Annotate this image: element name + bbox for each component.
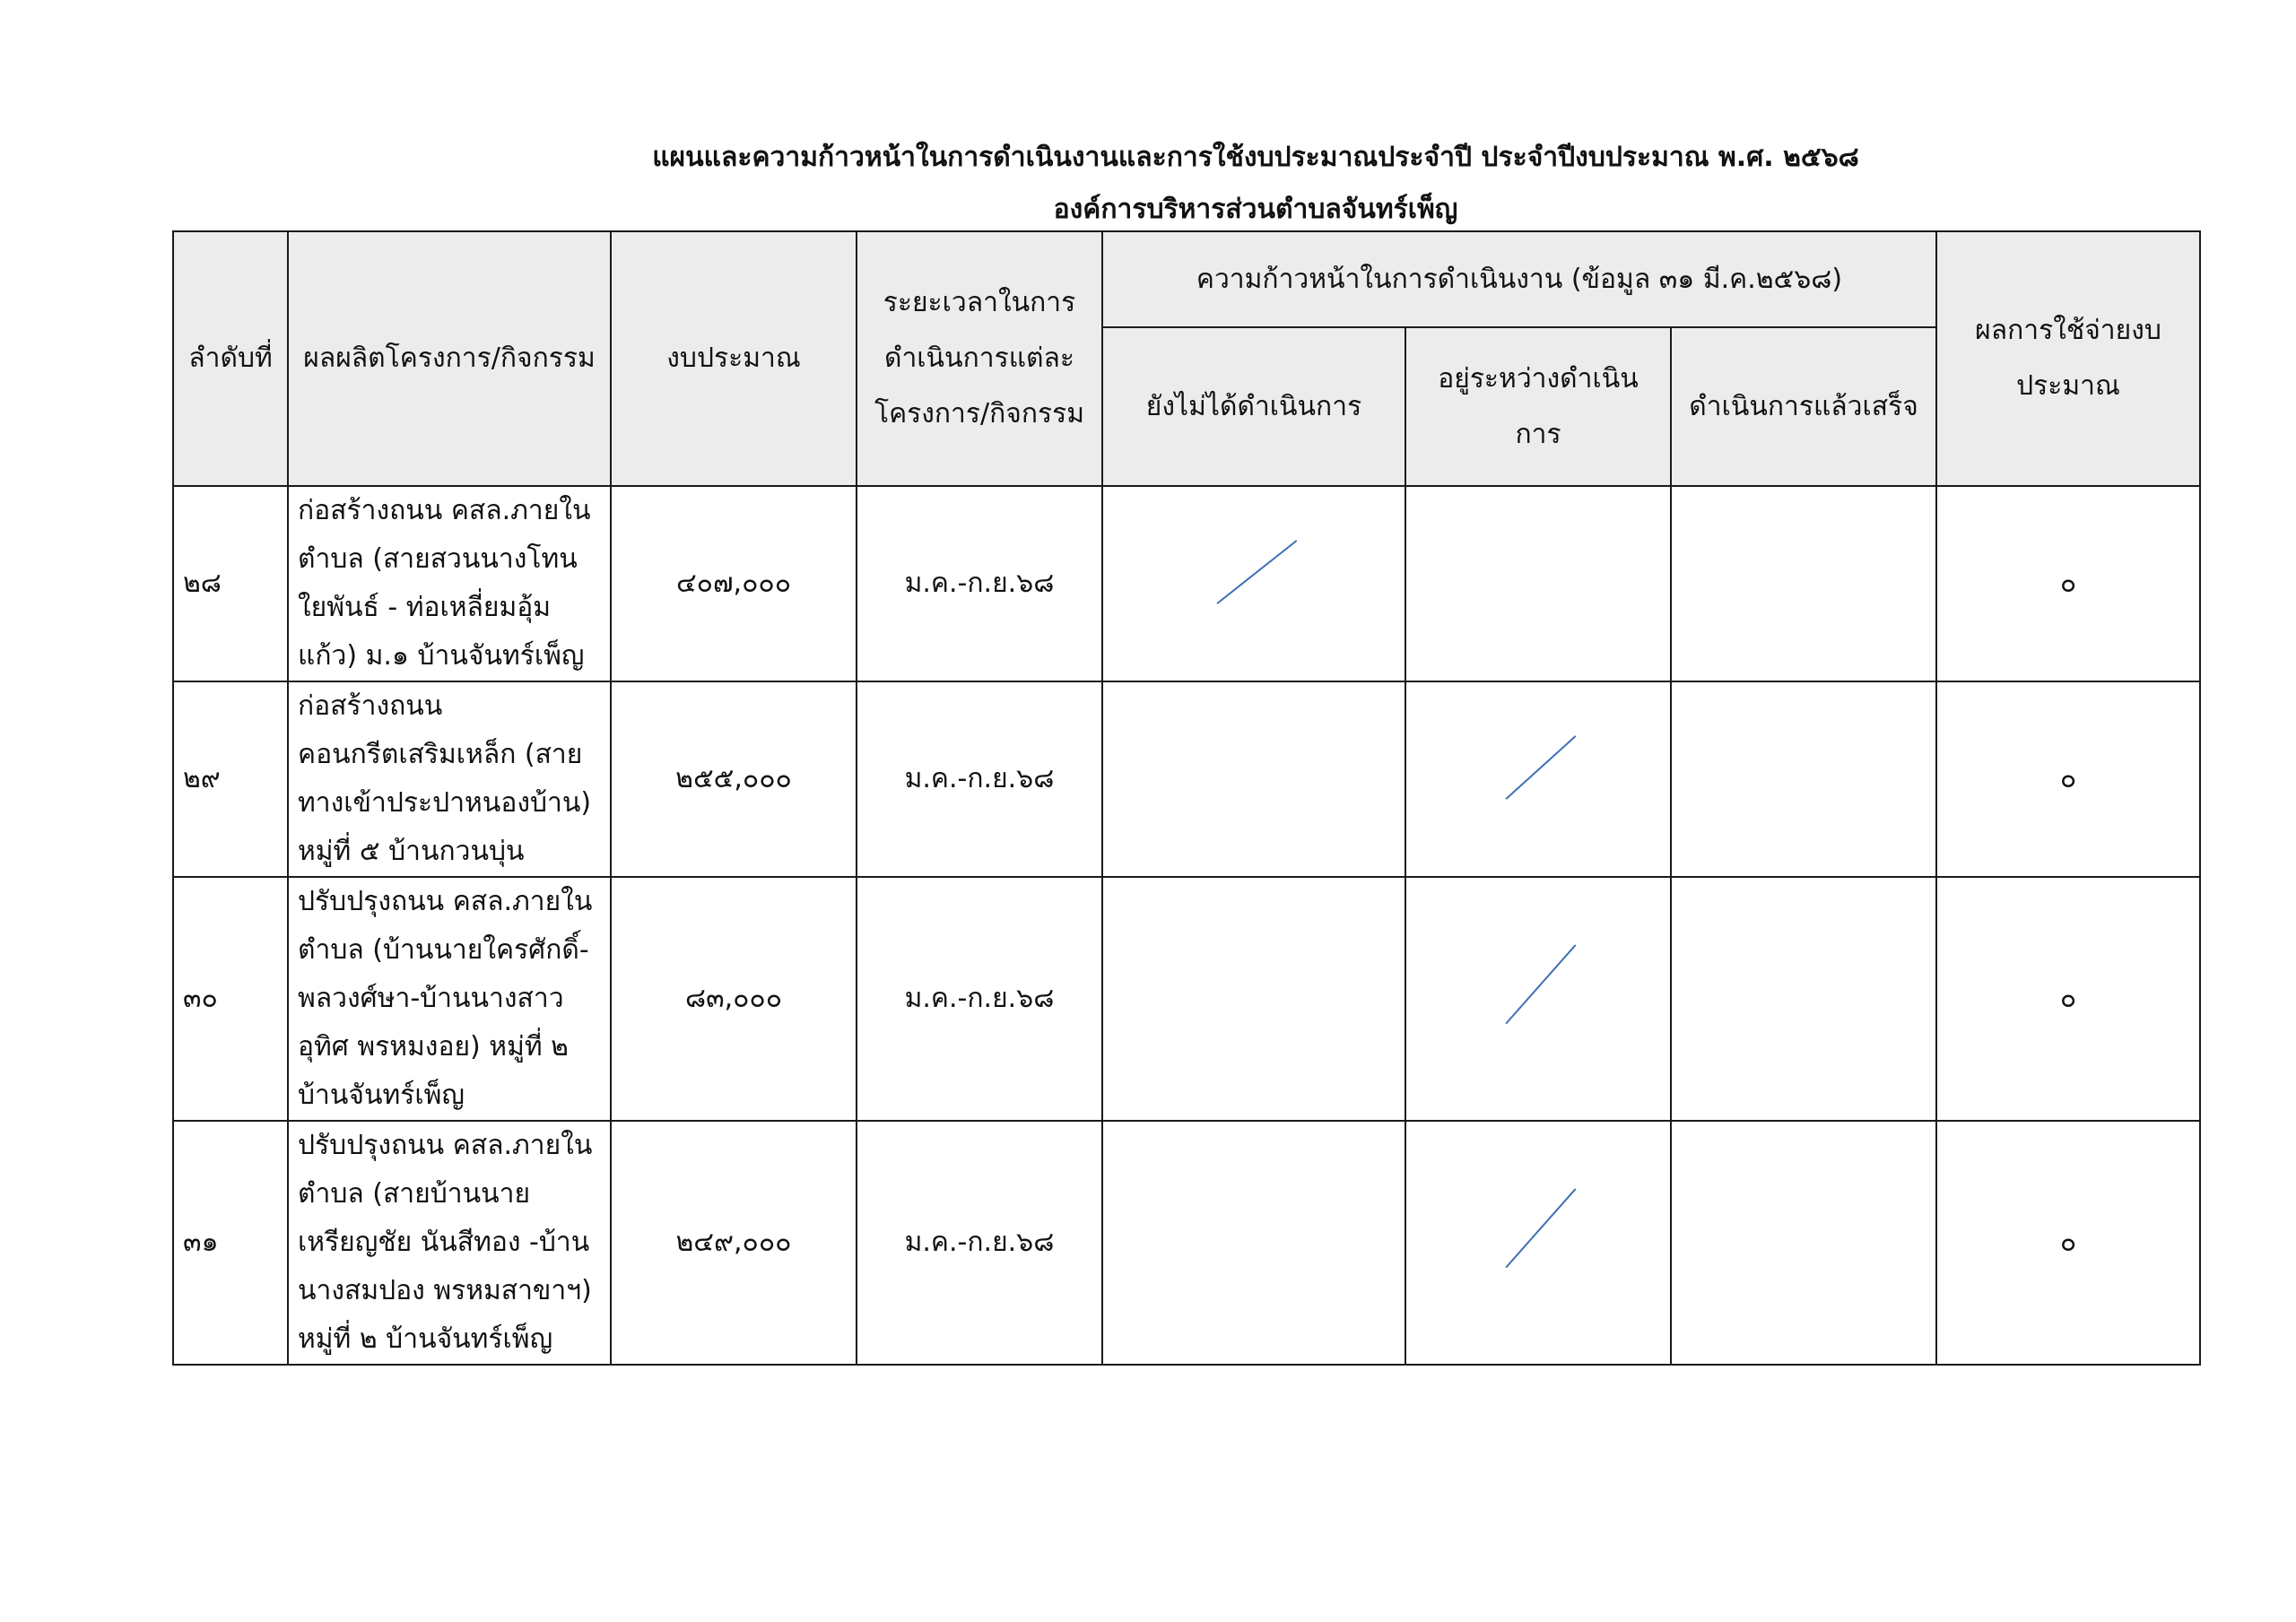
- project-name: ก่อสร้างถนน คสล.ภายในตำบล (สายสวนนางโทนใยพันธ์ - ท่อเหลี่ยมอุ้มแก้ว) ม.๑ บ้านจันทร์เพ็ญ: [288, 486, 611, 681]
- progress-table: [172, 230, 2201, 1366]
- status-in-progress-cell: [1405, 486, 1671, 681]
- budget-amount: ๒๔๙,๐๐๐: [611, 1121, 857, 1365]
- budget-amount: ๘๓,๐๐๐: [611, 877, 857, 1121]
- header-not-started: ยังไม่ได้ดำเนินการ: [1102, 327, 1405, 486]
- spending-result: ๐: [1936, 877, 2200, 1121]
- row-number: ๒๙: [173, 681, 288, 877]
- status-completed-cell: [1671, 1121, 1936, 1365]
- header-budget: งบประมาณ: [611, 231, 857, 486]
- spending-result: ๐: [1936, 1121, 2200, 1365]
- row-number: ๒๘: [173, 486, 288, 681]
- row-number: ๓๐: [173, 877, 288, 1121]
- budget-amount: ๒๕๕,๐๐๐: [611, 681, 857, 877]
- project-name: ปรับปรุงถนน คสล.ภายในตำบล (สายบ้านนายเหรียญชัย นันสีทอง -บ้านนางสมปอง พรหมสาขาฯ) หมู่ที่ ๒ บ้านจันทร์เพ็ญ: [288, 1121, 611, 1365]
- header-progress: ความก้าวหน้าในการดำเนินงาน (ข้อมูล ๓๑ มี.ค.๒๕๖๘): [1102, 231, 1936, 327]
- status-in-progress-cell: [1405, 877, 1671, 1121]
- table-row: [173, 486, 2200, 681]
- status-check-mark: [1406, 682, 1670, 876]
- status-check-mark: [1103, 487, 1405, 681]
- status-check-mark: [1406, 1122, 1670, 1364]
- status-in-progress-cell: [1405, 681, 1671, 877]
- status-check-mark: [1406, 878, 1670, 1120]
- period: ม.ค.-ก.ย.๖๘: [857, 486, 1102, 681]
- budget-amount: ๔๐๗,๐๐๐: [611, 486, 857, 681]
- table-row: [173, 681, 2200, 877]
- status-completed-cell: [1671, 877, 1936, 1121]
- header-period: ระยะเวลาในการดำเนินการแต่ละโครงการ/กิจกรรม: [857, 231, 1102, 486]
- header-completed: ดำเนินการแล้วเสร็จ: [1671, 327, 1936, 486]
- header-in-progress: อยู่ระหว่างดำเนินการ: [1405, 327, 1671, 486]
- status-not-started-cell: [1102, 681, 1405, 877]
- period: ม.ค.-ก.ย.๖๘: [857, 1121, 1102, 1365]
- header-no: ลำดับที่: [173, 231, 288, 486]
- status-not-started-cell: [1102, 877, 1405, 1121]
- project-name: ก่อสร้างถนนคอนกรีตเสริมเหล็ก (สายทางเข้าประปาหนองบ้าน) หมู่ที่ ๕ บ้านกวนบุ่น: [288, 681, 611, 877]
- header-project: ผลผลิตโครงการ/กิจกรรม: [288, 231, 611, 486]
- row-number: ๓๑: [173, 1121, 288, 1365]
- table-row: [173, 1121, 2200, 1365]
- spending-result: ๐: [1936, 681, 2200, 877]
- status-completed-cell: [1671, 681, 1936, 877]
- status-completed-cell: [1671, 486, 1936, 681]
- period: ม.ค.-ก.ย.๖๘: [857, 681, 1102, 877]
- status-not-started-cell: [1102, 486, 1405, 681]
- document-title: แผนและความก้าวหน้าในการดำเนินงานและการใช้งบประมาณประจำปี ประจำปีงบประมาณ พ.ศ. ๒๕๖๘: [652, 142, 1859, 173]
- status-not-started-cell: [1102, 1121, 1405, 1365]
- spending-result: ๐: [1936, 486, 2200, 681]
- organization-name: องค์การบริหารส่วนตำบลจันทร์เพ็ญ: [1053, 194, 1458, 225]
- table-row: [173, 877, 2200, 1121]
- status-in-progress-cell: [1405, 1121, 1671, 1365]
- project-name: ปรับปรุงถนน คสล.ภายในตำบล (บ้านนายใครศักดิ์-พลวงศ์ษา-บ้านนางสาวอุทิศ พรหมงอย) หมู่ที่ ๒ บ้านจันทร์เพ็ญ: [288, 877, 611, 1121]
- header-result: ผลการใช้จ่ายงบประมาณ: [1936, 231, 2200, 486]
- period: ม.ค.-ก.ย.๖๘: [857, 877, 1102, 1121]
